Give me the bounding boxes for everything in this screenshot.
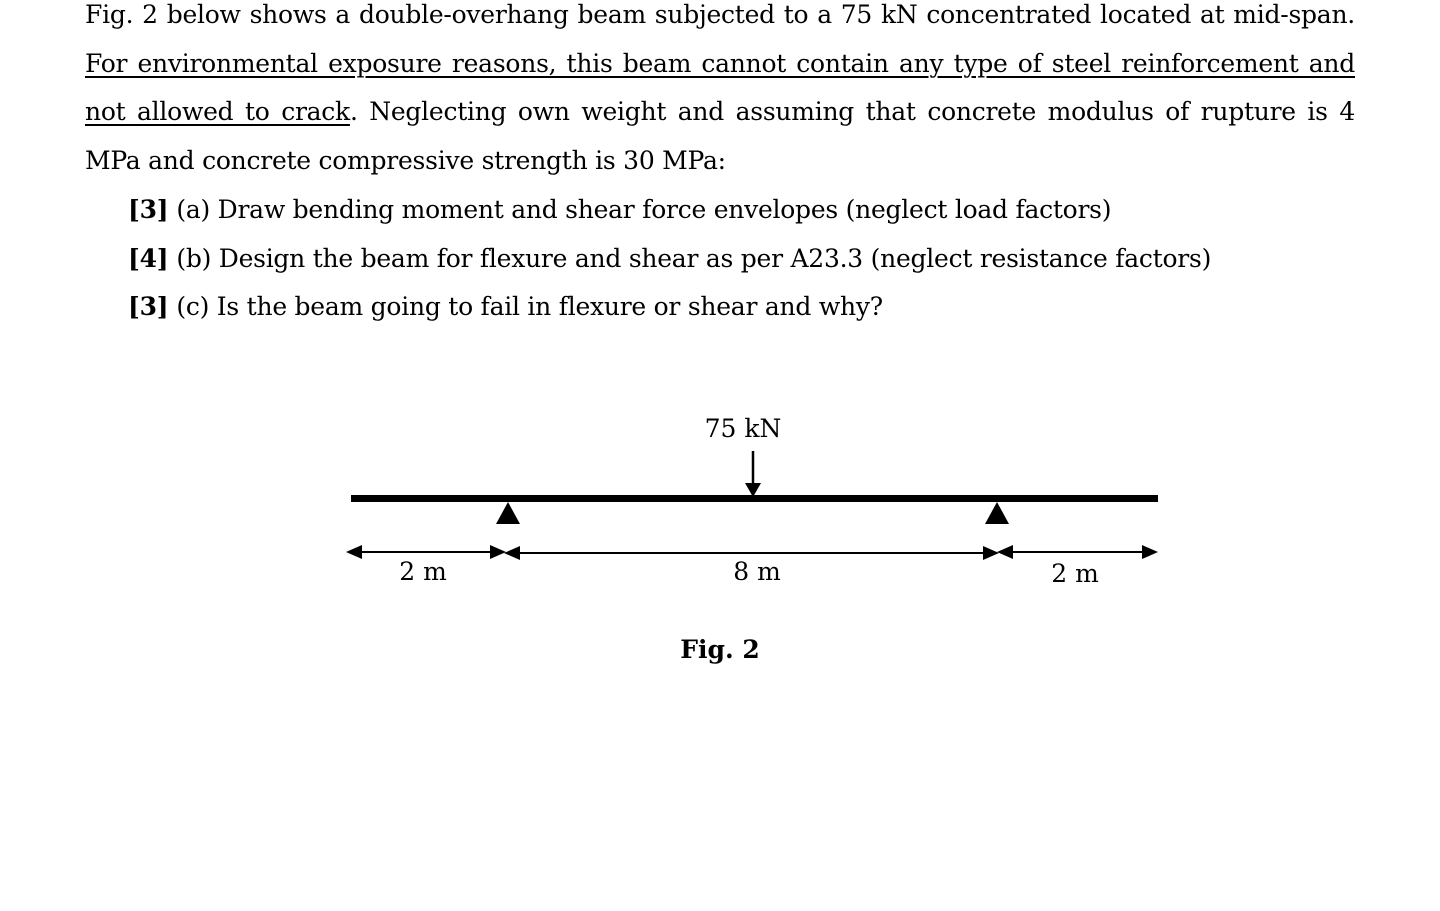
question-text: (b) Design the beam for flexure and shear as per A23.3 (neglect resistance factors)	[176, 243, 1212, 273]
problem-intro: Fig. 2 below shows a double-overhang beam subjected to a 75 kN concentrated located at mid-span.	[85, 0, 1355, 29]
right-overhang-dimension	[997, 545, 1158, 559]
question-text: (c) Is the beam going to fail in flexure or shear and why?	[176, 292, 883, 322]
figure-caption: Fig. 2	[680, 635, 760, 664]
load-label: 75 kN	[704, 414, 782, 443]
left-overhang-label: 2 m	[399, 557, 447, 586]
problem-exposure-constraint: For environmental exposure reasons, this beam cannot contain any type of steel reinforcement and not allowed to crack	[85, 48, 1355, 127]
question-text: (a) Draw bending moment and shear force envelopes (neglect load factors)	[176, 195, 1112, 224]
load-arrow	[745, 451, 761, 497]
question-mark: [3]	[128, 195, 169, 224]
span-label: 8 m	[733, 557, 781, 586]
right-overhang-label: 2 m	[1051, 559, 1099, 588]
left-support-icon	[496, 502, 520, 524]
beam	[351, 495, 1158, 502]
question-mark: [4]	[128, 243, 169, 273]
question-mark: [3]	[128, 292, 169, 322]
right-support-icon	[985, 502, 1009, 524]
problem-rest: . Neglecting own weight and assuming that concrete modulus of rupture is 4 MPa and concrete compressive strength is 30 MPa:	[85, 97, 1355, 176]
